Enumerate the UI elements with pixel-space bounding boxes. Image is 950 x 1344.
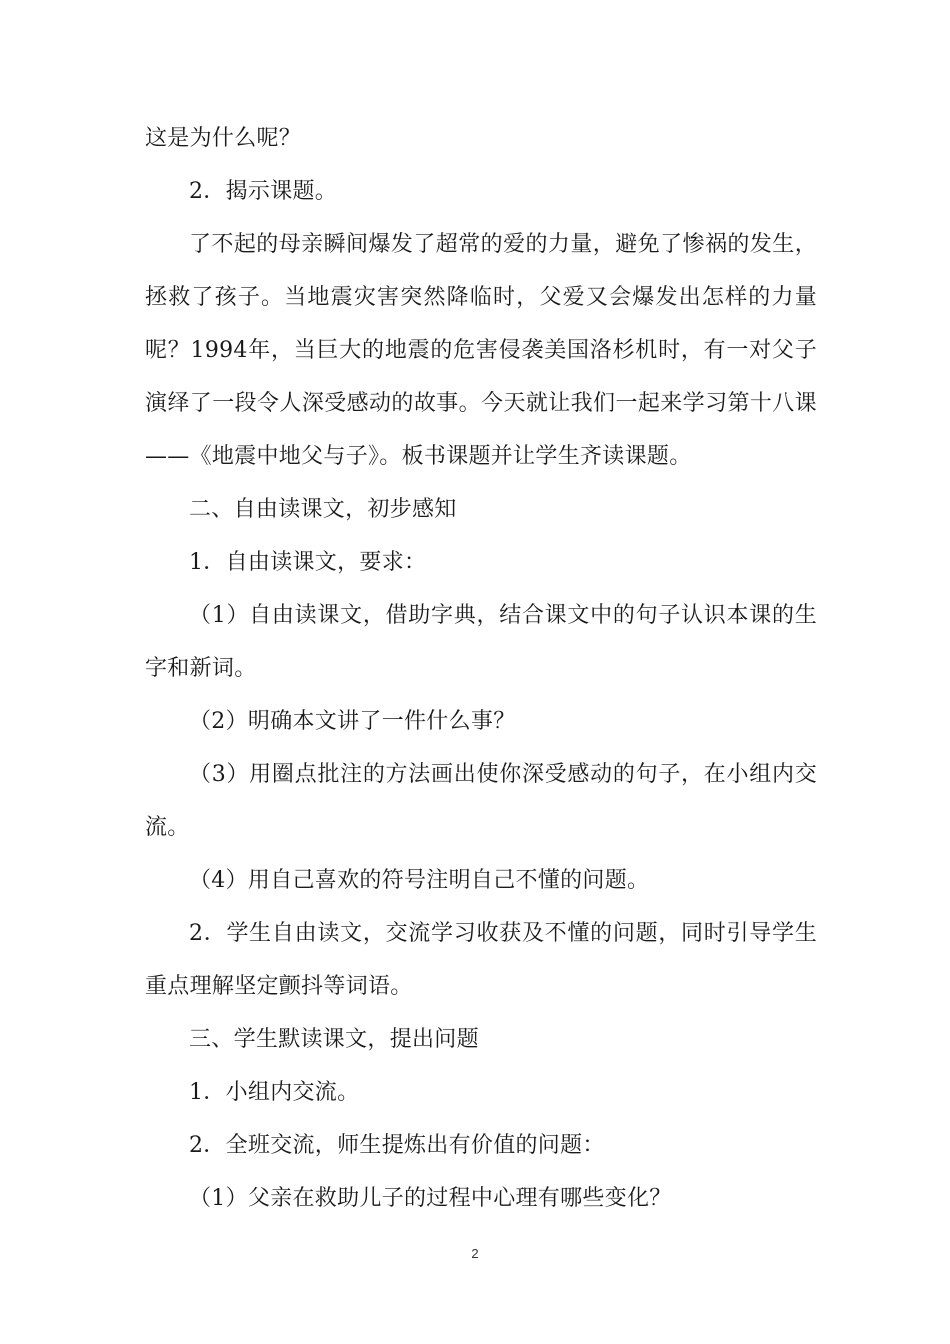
paragraph: 2．揭示课题。: [189, 179, 338, 204]
paragraph: 这是为什么呢？: [145, 126, 302, 151]
paragraph: （3）用圈点批注的方法画出使你深受感动的句子，在小组内交流。: [145, 762, 817, 840]
paragraph: （4）用自己喜欢的符号注明自己不懂的问题。: [189, 868, 650, 893]
paragraph: （2）明确本文讲了一件什么事？: [189, 709, 516, 734]
section-heading: 三、学生默读课文，提出问题: [189, 1027, 479, 1052]
paragraph: 1．自由读课文，要求：: [189, 550, 427, 575]
page-body: [145, 112, 817, 1225]
paragraph: （1）父亲在救助儿子的过程中心理有哪些变化？: [189, 1186, 672, 1211]
paragraph: 了不起的母亲瞬间爆发了超常的爱的力量，避免了惨祸的发生，拯救了孩子。当地震灾害突然降临时，父爱又会爆发出怎样的力量呢？1994年，当巨大的地震的危害侵袭美国洛杉机时，有一对父子演绎了一段令人深受感动的故事。今天就让我们一起来学习第十八课——《地震中地父与子》。板书课题并让学生齐读课题。: [145, 232, 817, 469]
paragraph: 2．学生自由读文，交流学习收获及不懂的问题，同时引导学生重点理解坚定颤抖等词语。: [145, 921, 817, 999]
section-heading: 二、自由读课文，初步感知: [189, 497, 457, 522]
paragraph: 2．全班交流，师生提炼出有价值的问题：: [189, 1133, 605, 1158]
paragraph: 1．小组内交流。: [189, 1080, 360, 1105]
page-number: 2: [471, 1246, 479, 1261]
paragraph: （1）自由读课文，借助字典，结合课文中的句子认识本课的生字和新词。: [145, 603, 817, 681]
